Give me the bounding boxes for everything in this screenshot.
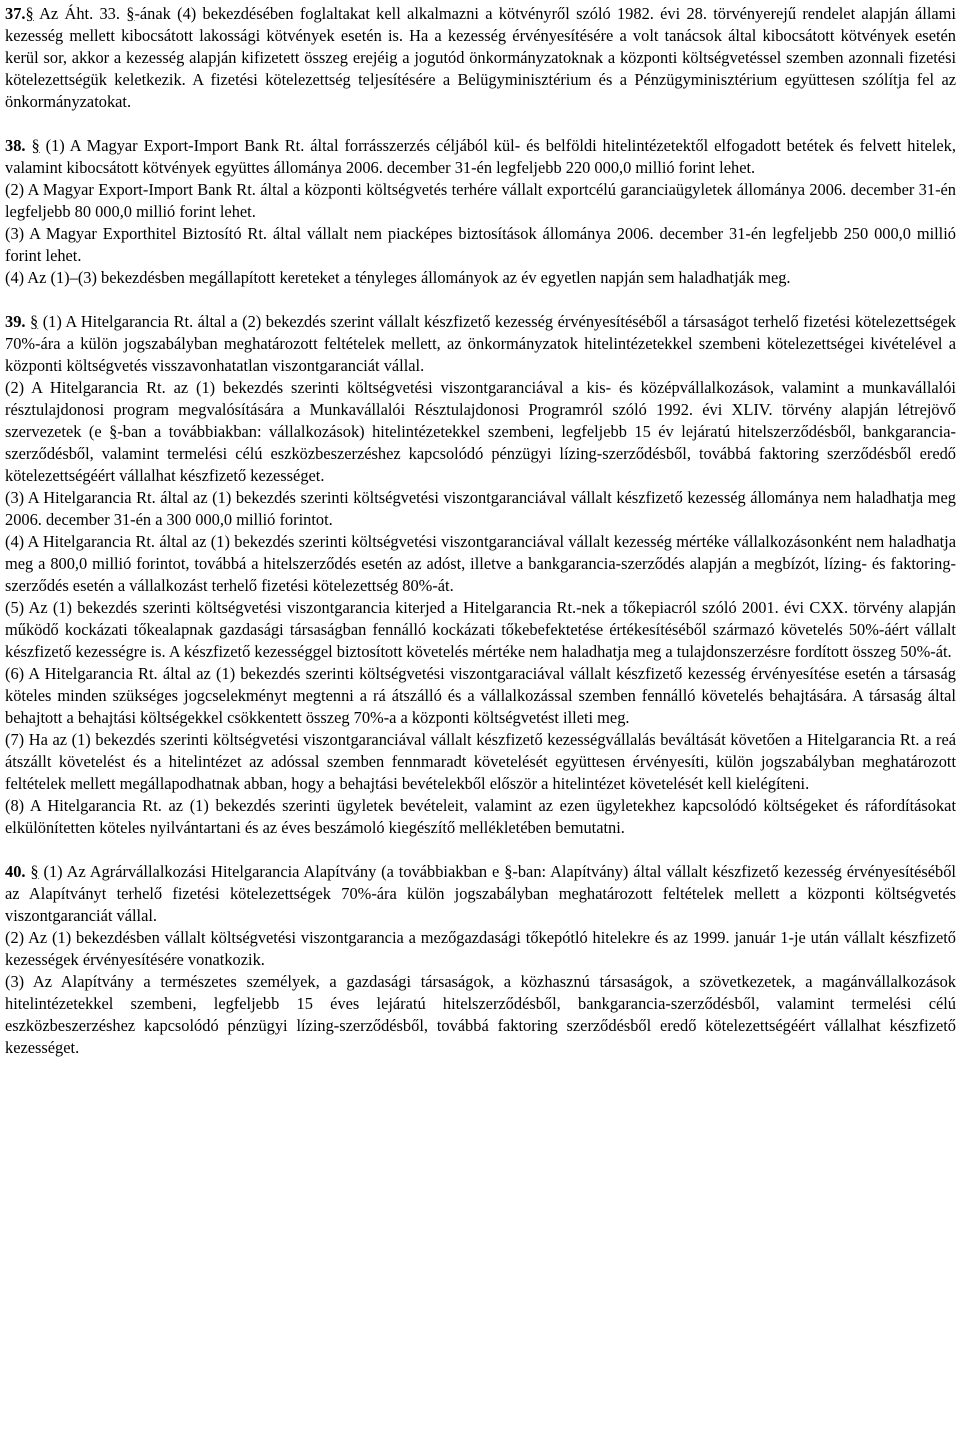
- section-37: [5, 3, 956, 113]
- section-number: 38.: [5, 136, 26, 155]
- section-number: 40.: [5, 862, 26, 881]
- section-38-paragraph-4: (4) Az (1)–(3) bekezdésben megállapított kereteket a tényleges állományok az év egyetlen napján sem haladhatják meg.: [5, 268, 791, 287]
- section-39-paragraph-2: [5, 377, 956, 487]
- section-39-paragraph-5: (5) Az (1) bekezdés szerinti költségvetési viszontgarancia kiterjed a Hitelgarancia Rt.-nek a tőkepiacról szóló 2001. évi CXX. törvény alapján működő kockázati tőkealapnak gazdasági társaságban fennálló kockázati tőkebefektetése értékesítéséből származó követelés 50%-áért vállalt készfizető kezességre is. A készfizető kezességgel biztosított követelés mértéke nem haladhatja meg a tulajdonszerzésre fordított összeg 50%-át.: [5, 598, 956, 661]
- section-39-paragraph-7: (7) Ha az (1) bekezdés szerinti költségvetési viszontgaranciával vállalt készfizető kezességvállalás beváltását követően a Hitelgarancia Rt. a reá átszállt követelést és a hitelintézet az adóssal szemben fennmaradt követelését együttesen érvényesíti, külön jogszabályban meghatározott feltételek mellett megállapodhatnak abban, hogy a behajtási bevételekből először a hitelintézet követelését kell kielégíteni.: [5, 730, 956, 793]
- section-39-paragraph-8: (8) A Hitelgarancia Rt. az (1) bekezdés szerinti ügyletek bevételeit, valamint az ezen ügyletekhez kapcsolódó költségeket és ráfordításokat elkülönítetten köteles nyilvántartani és az éves beszámoló kiegészítő mellékletében bemutatni.: [5, 796, 956, 837]
- paragraph-text: (2) A Hitelgarancia Rt. az (1) bekezdés szerinti költségvetési viszontgaranciával a kis- és középvállalkozások, valamint a munkavállalói résztulajdonosi program megvalósítására a Munkavállalói Résztulajdonosi Programról szóló 1992. évi XLIV. törvény alapján létrejövő szervezetek (e: [5, 378, 956, 441]
- paragraph-text: -ban: Alapítvány) által vállalt készfizető kezesség érvényesítéséből az Alapítványt terhelő fizetési kötelezettségek 70%-ára külön jogszabályban meghatározott feltételek mellett a központi költségvetés viszontgaranciát vállal.: [5, 862, 956, 925]
- section-38-paragraph-3: (3) A Magyar Exporthitel Biztosító Rt. által vállalt nem piacképes biztosítások állománya 2006. december 31-én legfeljebb 250 000,0 millió forint lehet.: [5, 224, 956, 265]
- section-40-paragraph-1: [5, 861, 956, 927]
- section-38-paragraph-1: [5, 135, 956, 179]
- section-37-paragraph-1: [5, 3, 956, 113]
- section-number: 39.: [5, 312, 26, 331]
- section-38: [5, 135, 956, 289]
- paragraph-text: -ának (4) bekezdésében foglaltakat kell alkalmazni a kötvényről szóló 1982. évi 28. törvényerejű rendelet alapján állami kezesség mellett kibocsátott lakossági kötvények esetén is. Ha a kezesség érvényesítésére a volt tanácsok által kibocsátott kötvények esetén kerül sor, akkor a kezesség alapján kifizetett összeg erejéig a jogutód önkormányzatoknak a központi költségvetéssel szemben azonnali fizetési kötelezettségük keletkezik. A fizetési kötelezettség teljesítésére a Belügyminisztérium és a Pénzügyminisztérium együttesen szólítja fel az önkormányzatokat.: [5, 4, 956, 111]
- paragraph-text: (1) A Hitelgarancia Rt. által a (2) bekezdés szerint vállalt készfizető kezesség érvényesítéséből a társaságot terhelő fizetési kötelezettségek 70%-ára a külön jogszabályban meghatározott feltételek mellett, az önkormányzatok hitelintézetekkel szembeni kötelezettségei kivételével a központi költségvetés visszavonhatatlan viszontgaranciát vállal.: [5, 312, 956, 375]
- section-39: [5, 311, 956, 839]
- section-38-paragraph-2: (2) A Magyar Export-Import Bank Rt. által a központi költségvetés terhére vállalt exportcélú garanciaügyletek állománya 2006. december 31-én legfeljebb 80 000,0 millió forint lehet.: [5, 180, 956, 221]
- section-40-paragraph-2: (2) Az (1) bekezdésben vállalt költségvetési viszontgarancia a mezőgazdasági tőkepótló hitelekre és az 1999. január 1-je után vállalt készfizető kezességek érvényesítésére vonatkozik.: [5, 928, 956, 969]
- paragraph-text: -ban a továbbiakban: vállalkozások) hitelintézetekkel szembeni, legfeljebb 15 év lejáratú hitelszerződésből, bankgarancia-szerződésből, valamint termelési célú eszközbeszerzéshez kapcsolódó pénzügyi lízing-szerződésből, továbbá faktoring szerződésből eredő kötelezettségéért vállalhat készfizető kezességet.: [5, 422, 956, 485]
- section-symbol-icon: §: [126, 4, 135, 23]
- section-39-paragraph-4: (4) A Hitelgarancia Rt. által az (1) bekezdés szerinti költségvetési viszontgaranciával vállalt kezesség mértéke vállalkozásonként nem haladhatja meg a 800,0 millió forintot, továbbá a hitelszerződés esetén az adóst, illetve a bankgarancia-szerződés alapján a megbízót, lízing- és faktoring-szerződés esetén a vállalkozást terhelő fizetési kötelezettség 80%-át.: [5, 532, 956, 595]
- section-39-paragraph-6: (6) A Hitelgarancia Rt. által az (1) bekezdés szerinti költségvetési viszontgaraciával vállalt készfizető kezesség érvényesítése esetén a társaság köteles minden szükséges jogcselekményt megtenni a rá átszálló és a vállalkozással szemben fennálló követelés behajtására. A társaság által behajtott a behajtási költségekkel csökkentett összeg 70%-a a központi költségvetést illeti meg.: [5, 664, 956, 727]
- section-symbol-icon: §: [30, 312, 39, 331]
- section-40-paragraph-3: (3) Az Alapítvány a természetes személyek, a gazdasági társaságok, a közhasznú társaságok, a szövetkezetek, a magánvállalkozások hitelintézetekkel szembeni, legfeljebb 15 éves lejáratú hitelszerződésből, bankgarancia-szerződésből, valamint termelési célú eszközbeszerzéshez kapcsolódó pénzügyi lízing-szerződésből, továbbá faktoring szerződésből eredő kötelezettségéért vállalhat készfizető kezességet.: [5, 972, 956, 1057]
- section-40: [5, 861, 956, 1059]
- section-39-paragraph-1: [5, 311, 956, 377]
- paragraph-text: Az Áht. 33.: [33, 4, 127, 23]
- section-symbol-icon: §: [25, 4, 34, 23]
- paragraph-text: (1) A Magyar Export-Import Bank Rt. által forrásszerzés céljából kül- és belföldi hitelintézetektől elfogadott betétek és felvett hitelek, valamint kibocsátott kötvények együttes állománya 2006. december 31-én legfeljebb 220 000,0 millió forint lehet.: [5, 136, 956, 177]
- section-number: 37.: [5, 4, 26, 23]
- section-symbol-icon: §: [109, 422, 118, 441]
- section-symbol-icon: §: [31, 136, 40, 155]
- paragraph-text: (1) Az Agrárvállalkozási Hitelgarancia Alapítvány (a továbbiakban e: [38, 862, 505, 881]
- section-symbol-icon: §: [504, 862, 513, 881]
- section-39-paragraph-3: (3) A Hitelgarancia Rt. által az (1) bekezdés szerinti költségvetési viszontgaranciával vállalt készfizető kezesség állománya nem haladhatja meg 2006. december 31-én a 300 000,0 millió forintot.: [5, 488, 956, 529]
- section-symbol-icon: §: [30, 862, 39, 881]
